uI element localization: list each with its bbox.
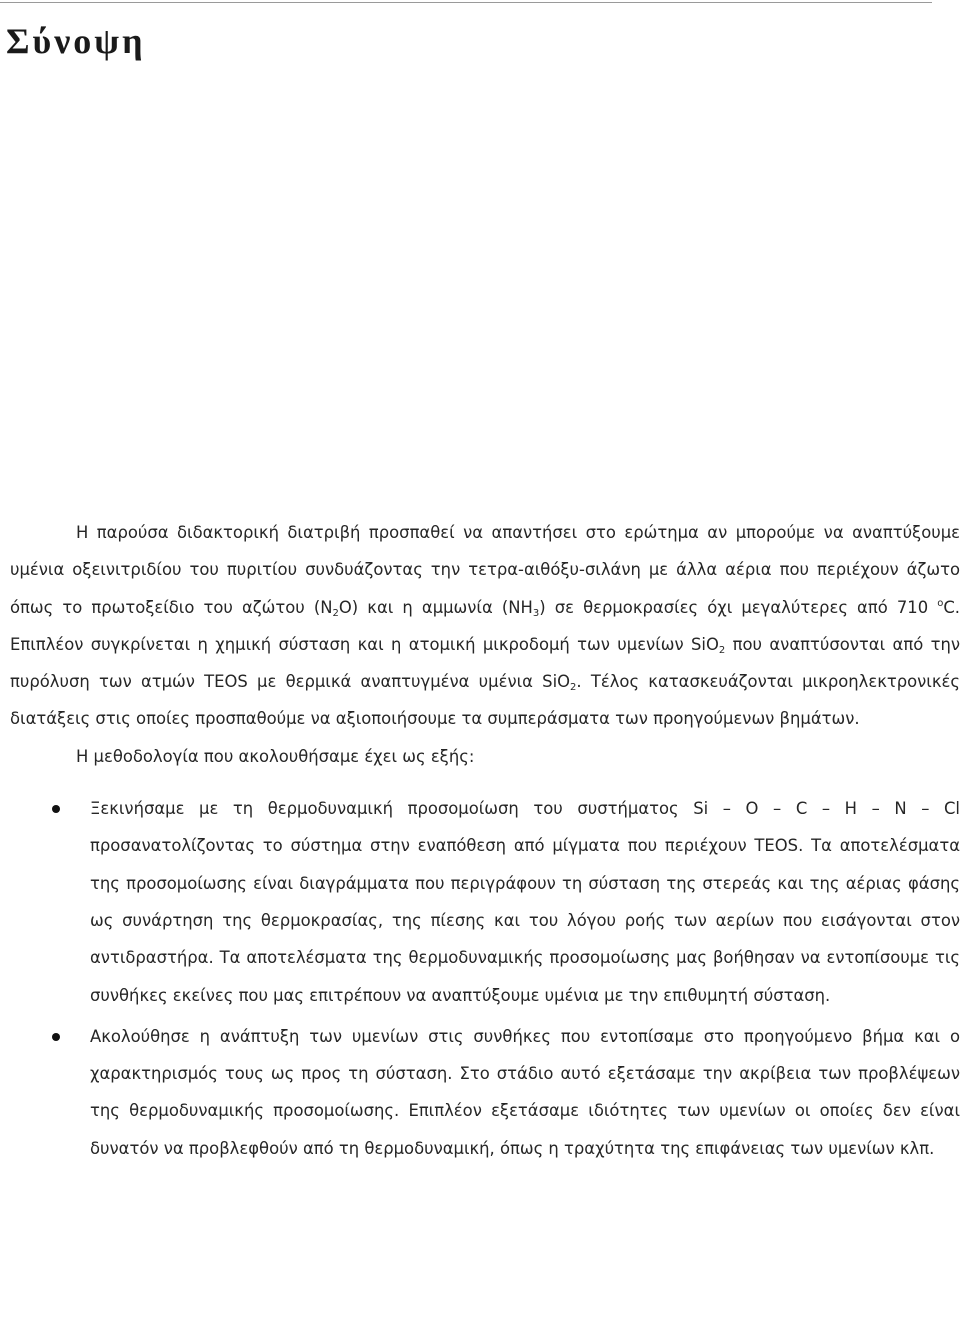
text-segment: O) και η αμμωνία (NH <box>338 597 533 617</box>
text-segment: Η παρούσα διδακτορική διατριβή προσπαθεί να απαντήσει στο ερώτημα αν μπορούμε να αναπτύξουμε υμένια οξεινιτριδίου του πυριτίου συνδυάζοντας την τετρα-αιθόξυ-σιλάνη με άλλα αέρια που περιέχουν άζωτο όπως το πρωτοξείδιο του αζώτου (N <box>10 523 960 617</box>
page-title: Σύνοψη <box>6 21 146 61</box>
methodology-list <box>10 790 960 1167</box>
abstract-paragraph-1 <box>10 514 960 738</box>
abstract-body <box>10 514 960 1171</box>
list-item-text: Ακολούθησε η ανάπτυξη των υμενίων στις συνθήκες που εντοπίσαμε στο προηγούμενο βήμα και ο χαρακτηρισμός τους ως προς τη σύσταση. Στο στάδιο αυτό εξετάσαμε την ακρίβεια των προβλέψεων της θερμοδυναμικής προσομοίωσης. Επιπλέον εξετάσαμε ιδιότητες των υμενίων οι οποίες δεν είναι δυνατόν να προβλεφθούν από τη θερμοδυναμική, όπως η τραχύτητα της επιφάνειας των υμενίων κλπ. <box>90 1026 960 1158</box>
text-segment: C. Επιπλέον συγκρίνεται η χημική σύσταση και η ατομική μικροδομή των υμενίων SiO <box>10 597 960 654</box>
subscript: 3 <box>532 607 540 619</box>
abstract-paragraph-2: Η μεθοδολογία που ακολουθήσαμε έχει ως εξής: <box>76 746 475 766</box>
top-rule <box>0 2 932 3</box>
list-item <box>10 1018 960 1167</box>
bullet-icon <box>52 805 60 813</box>
list-item <box>10 790 960 1014</box>
subscript: 2 <box>570 682 577 694</box>
text-segment: . Τέλος κατασκευάζονται μικροηλεκτρονικές διατάξεις στις οποίες προσπαθούμε να αξιοποιήσουμε τα συμπεράσματα των προηγούμενων βημάτων. <box>10 672 960 729</box>
subscript: 2 <box>332 607 339 619</box>
text-segment: που αναπτύσονται από την πυρόλυση των ατμών TEOS με θερμικά αναπτυγμένα υμένια SiO <box>10 634 960 692</box>
bullet-icon <box>52 1033 60 1041</box>
subscript: 2 <box>718 644 726 656</box>
list-item-text: Ξεκινήσαμε με τη θερμοδυναμική προσομοίωση του συστήματος Si – O – C – H – N – Cl προσανατολίζοντας το σύστημα στην εναπόθεση από μίγματα που περιέχουν TEOS. Τα αποτελέσματα της προσομοίωσης είναι διαγράμματα που περιγράφουν τη σύσταση της στερεάς και της αέριας φάσης ως συνάρτηση της θερμοκρασίας, της πίεσης και του λόγου ροής των αερίων που εισάγονται στον αντιδραστήρα. Τα αποτελέσματα της θερμοδυναμικής προσομοίωσης μας βοήθησαν να εντοπίσουμε τις συνθήκες εκείνες που μας επιτρέπουν να αναπτύξουμε υμένια με την επιθυμητή σύσταση. <box>90 799 960 1005</box>
superscript: o <box>937 597 944 609</box>
text-segment: ) σε θερμοκρασίες όχι μεγαλύτερες από 710 <box>539 597 938 617</box>
